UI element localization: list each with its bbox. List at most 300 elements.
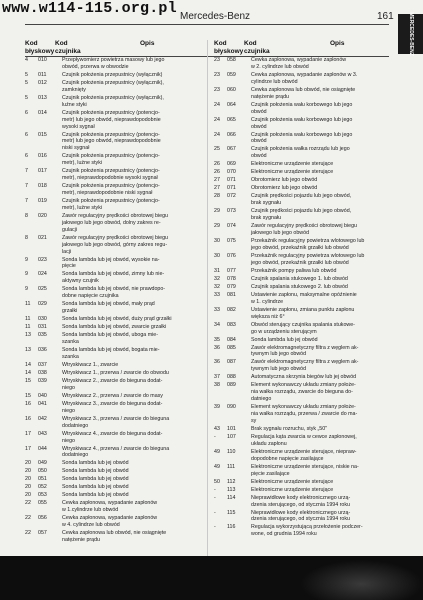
- description-line: Nieprawidłowe kody elektronicznego urzą-: [251, 509, 351, 516]
- code-description: [251, 169, 411, 176]
- flash-code: 14: [25, 369, 31, 376]
- flash-code: 32: [214, 275, 220, 282]
- description-line: Wtryskiwacz 4., zwarcie do bieguna dodat-: [62, 430, 163, 437]
- flash-code: 22: [25, 500, 31, 507]
- sensor-code: 065: [227, 116, 236, 123]
- description-line: Sonda lambda lub jej obwód, wysokie na-: [62, 256, 160, 263]
- description-line: obwód: [251, 153, 267, 160]
- code-description: [251, 322, 411, 336]
- sensor-code: 036: [38, 347, 47, 353]
- description-line: Cewka zapłonowa, wypadanie zapłonów w 3.: [251, 71, 358, 78]
- flash-code: 34: [214, 321, 220, 328]
- description-line: Czujnik położenia przepustnicy (potencjo-: [62, 131, 160, 138]
- side-tab-label: MERCEDES-BENZ: [407, 12, 414, 56]
- description-line: pięcie: [62, 263, 76, 270]
- description-line: dzenia sterującego, od stycznia 1994 roku: [251, 516, 350, 523]
- description-line: Czujnik położenia wału korbowego lub jego: [251, 131, 353, 138]
- code-description: [251, 404, 411, 425]
- flash-code: 23: [214, 57, 220, 63]
- description-line: Obrotomierz lub jego obwód: [251, 177, 318, 184]
- sensor-code: 112: [227, 478, 236, 485]
- sensor-code: 055: [38, 500, 47, 507]
- sensor-code: 070: [227, 169, 236, 176]
- right-header-opis: Opis: [330, 40, 345, 47]
- code-description: [251, 292, 411, 306]
- description-line: Wtryskiwacz 1., zwarcie: [62, 361, 119, 368]
- flash-code: 37: [214, 374, 220, 381]
- code-description: [251, 434, 411, 448]
- description-line: Elektroniczne urządzenie sterujące, niepraw-: [251, 448, 357, 455]
- code-description: [251, 117, 411, 131]
- description-line: Czujnik spalania stukowego 1. lub obwód: [251, 275, 348, 282]
- flash-code: 30: [214, 238, 220, 244]
- code-description: [251, 524, 411, 538]
- sensor-code: 111: [227, 463, 236, 470]
- code-description: [251, 382, 411, 403]
- code-description: [251, 284, 411, 291]
- description-line: Ustawienie zapłonu, maksymalne opóźnienie: [251, 291, 357, 298]
- code-description: [251, 72, 411, 86]
- description-line: natężenie prądu: [251, 93, 289, 100]
- sensor-code: 101: [227, 425, 236, 432]
- code-description: [62, 492, 222, 499]
- sensor-code: 064: [227, 101, 236, 108]
- description-line: Czujnik położenia wału korbowego lub jego: [251, 116, 353, 123]
- flash-code: 26: [214, 161, 220, 168]
- description-line: jego obwód, przekaźnik grzałki lub obwód: [251, 259, 349, 266]
- code-description: [62, 213, 222, 234]
- flash-code: 49: [214, 463, 220, 470]
- sensor-code: 066: [227, 131, 236, 138]
- sensor-code: 075: [227, 238, 236, 244]
- sensor-code: 079: [227, 283, 236, 290]
- code-description: [251, 426, 411, 433]
- description-line: Sonda lambda lub jej obwód, nie prawdopo-: [62, 286, 166, 293]
- sensor-code: 035: [38, 332, 47, 339]
- code-description: [62, 332, 222, 346]
- code-description: [62, 132, 222, 153]
- code-description: [251, 193, 411, 207]
- right-header-kod-blyskowy: Kod błyskowy: [214, 40, 244, 55]
- flash-code: 16: [25, 415, 31, 422]
- description-line: Przekaźnik regulacyjny powietrza wlotowego lub: [251, 252, 365, 259]
- sensor-code: 024: [38, 271, 47, 278]
- description-line: metr), nieprawdopodobnie wysoki sygnał: [62, 175, 158, 182]
- description-line: Elektroniczne urządzenie sterujące: [251, 486, 334, 493]
- description-line: Zawór elektromagnetyczny filtra z węglem ak-: [251, 344, 359, 351]
- description-line: Obwód sterujący czujnika spalania stukowe-: [251, 321, 355, 328]
- sensor-code: 041: [38, 400, 47, 407]
- description-line: dodatniego: [62, 422, 89, 429]
- sensor-code: 059: [227, 71, 236, 78]
- sensor-code: 016: [38, 153, 47, 160]
- sensor-code: 050: [38, 468, 47, 475]
- description-line: Wtryskiwacz 1., przerwa / zwarcie do obwodu: [62, 369, 169, 376]
- code-description: [251, 132, 411, 146]
- description-line: w 2. cylindrze lub obwód: [251, 63, 309, 70]
- code-description: [251, 238, 411, 252]
- description-line: metr), nieprawdopodobnie niski sygnał: [62, 190, 153, 196]
- description-line: brak sygnału: [251, 200, 282, 207]
- code-description: [251, 487, 411, 494]
- code-description: [62, 460, 222, 467]
- description-line: Czujnik położenia przepustnicy (potencjo-: [62, 183, 160, 190]
- description-line: Obrotomierz lub jego obwód: [251, 185, 318, 192]
- description-line: jego obwód, przekaźnik grzałki lub obwód: [251, 244, 349, 251]
- description-line: Cewka zapłonowa, wypadanie zapłonów: [62, 515, 158, 522]
- code-description: [251, 161, 411, 168]
- flash-code: 20: [25, 468, 31, 475]
- code-description: [62, 271, 222, 285]
- code-description: [62, 183, 222, 197]
- sensor-code: 072: [227, 193, 236, 200]
- code-description: [62, 393, 222, 400]
- description-line: Sonda lambda lub jej obwód: [62, 492, 129, 499]
- flash-code: 29: [214, 223, 220, 230]
- flash-code: 14: [25, 361, 31, 368]
- page-number: 161: [377, 11, 394, 22]
- code-description: [62, 362, 222, 369]
- description-line: luźne styki: [62, 101, 87, 108]
- sensor-code: 040: [38, 392, 47, 399]
- flash-code: 24: [214, 131, 220, 138]
- flash-code: 6: [25, 153, 28, 160]
- description-line: Elektroniczne urządzenie sterujące: [251, 478, 334, 485]
- description-line: Wtryskiwacz 4., przerwa / zwarcie do bieguna: [62, 445, 170, 452]
- flash-code: 36: [214, 359, 220, 366]
- flash-code: 7: [25, 198, 28, 204]
- description-line: niego: [62, 437, 75, 444]
- description-line: Sonda lambda lub jej obwód, zimny lub nie-: [62, 271, 165, 278]
- code-description: [251, 102, 411, 116]
- description-line: w 1.cylindrze lub obwód: [62, 507, 119, 514]
- code-description: [62, 198, 222, 212]
- sensor-code: 069: [227, 161, 236, 168]
- code-description: [62, 401, 222, 415]
- description-line: Sonda lambda lub jej obwód: [251, 336, 318, 343]
- description-line: Czujnik położenia przepustnicy (potencjo-: [62, 153, 160, 160]
- description-line: Wtryskiwacz 3., zwarcie do bieguna dodat-: [62, 400, 163, 407]
- left-header-kod-blyskowy: Kod błyskowy: [25, 40, 55, 55]
- description-line: Czujnik położenia przepustnicy (potencjo-: [62, 168, 160, 175]
- sensor-code: 114: [227, 494, 236, 501]
- description-line: Przekaźnik pompy paliwa lub obwód: [251, 267, 337, 274]
- sensor-code: 038: [38, 369, 47, 376]
- sensor-code: 113: [227, 486, 236, 493]
- code-description: [62, 500, 222, 514]
- description-line: natężenie prądu: [62, 537, 100, 544]
- sensor-code: 082: [227, 306, 236, 313]
- flash-code: 31: [214, 267, 220, 274]
- left-header-kod-czujnika: Kod czujnika: [55, 40, 81, 55]
- code-description: [251, 464, 411, 478]
- description-line: jałowego lub jego obwód: [251, 230, 310, 236]
- sensor-code: 060: [227, 86, 236, 93]
- sensor-code: 031: [38, 324, 47, 331]
- sensor-code: 023: [38, 256, 47, 263]
- flash-code: 16: [25, 400, 31, 407]
- description-line: Czujnik prędkości pojazdu lub jego obwód,: [251, 193, 352, 200]
- flash-code: 22: [25, 530, 31, 537]
- description-line: niego: [62, 407, 75, 414]
- flash-code: 33: [214, 306, 220, 313]
- sensor-code: 077: [227, 267, 236, 274]
- sensor-code: 089: [227, 382, 236, 389]
- code-description: [62, 235, 222, 256]
- sensor-code: 015: [38, 131, 47, 138]
- description-line: cylindrze lub obwód: [251, 78, 298, 85]
- flash-code: 5: [25, 79, 28, 86]
- code-description: [62, 257, 222, 271]
- code-description: [62, 80, 222, 94]
- description-line: Sonda lambda lub jej obwód, duży prąd grzałki: [62, 316, 172, 323]
- sensor-code: 071: [227, 177, 236, 184]
- flash-code: 33: [214, 291, 220, 298]
- sensor-code: 115: [227, 509, 236, 516]
- code-description: [62, 301, 222, 315]
- sensor-code: 020: [38, 212, 47, 219]
- flash-code: 9: [25, 256, 28, 263]
- description-line: układu zapłonu: [251, 440, 287, 447]
- left-header-opis: Opis: [140, 40, 155, 47]
- flash-code: 20: [25, 484, 31, 491]
- right-header-kod-czujnika: Kod czujnika: [244, 40, 270, 55]
- sensor-code: 090: [227, 404, 236, 411]
- sensor-code: 110: [227, 448, 236, 455]
- description-line: lacji: [62, 248, 72, 255]
- flash-code: 39: [214, 404, 220, 411]
- code-description: [62, 168, 222, 182]
- description-line: Nieprawidłowe kody elektronicznego urzą-: [251, 494, 351, 501]
- description-line: zamknięty: [62, 86, 86, 93]
- sensor-code: 030: [38, 316, 47, 323]
- flash-code: 5: [25, 94, 28, 101]
- flash-code: -: [214, 433, 216, 440]
- sensor-code: 074: [227, 223, 236, 230]
- flash-code: 8: [25, 234, 28, 241]
- flash-code: 7: [25, 183, 28, 190]
- description-line: obwód: [251, 123, 267, 130]
- description-line: tywnym lub jego obwód: [251, 366, 307, 373]
- code-description: [251, 253, 411, 267]
- flash-code: 22: [25, 515, 31, 522]
- description-line: aktywny czujnik: [62, 278, 99, 285]
- sensor-code: 116: [227, 524, 236, 531]
- description-line: nia wałka rozrządu, przerwa / zwarcie do ma-: [251, 411, 358, 417]
- flash-code: 11: [25, 324, 31, 331]
- description-line: nia wałka rozrządu, zwarcie do bieguna do-: [251, 389, 353, 396]
- description-line: datniego: [251, 396, 272, 403]
- description-line: Przepływomierz powietrza masowy lub jego: [62, 57, 165, 63]
- description-line: tywnym lub jego obwód: [251, 351, 307, 358]
- code-description: [251, 345, 411, 359]
- flash-code: 15: [25, 377, 31, 384]
- description-line: dzenia sterującego, od stycznia 1994 roku: [251, 501, 350, 508]
- sensor-code: 052: [38, 484, 47, 491]
- description-line: Czujnik położenia przepustnicy (potencjo-: [62, 198, 160, 204]
- description-line: Wtryskiwacz 2., zwarcie do bieguna dodat-: [62, 377, 163, 384]
- code-description: [62, 110, 222, 131]
- description-line: Przekaźnik regulacyjny powietrza wlotowego lub: [251, 238, 365, 244]
- sensor-code: 037: [38, 361, 47, 368]
- code-description: [62, 416, 222, 430]
- flash-code: 20: [25, 476, 31, 483]
- description-line: Wtryskiwacz 3., przerwa / zwarcie do bieguna: [62, 415, 170, 422]
- flash-code: 32: [214, 283, 220, 290]
- sensor-code: 018: [38, 183, 47, 190]
- description-line: gulacji: [62, 226, 78, 233]
- description-line: szanka: [62, 353, 79, 360]
- code-description: [251, 495, 411, 509]
- sensor-code: 011: [38, 71, 47, 78]
- description-line: Sonda lambda lub jej obwód: [62, 460, 129, 467]
- code-description: [251, 223, 411, 237]
- flash-code: 20: [25, 460, 31, 467]
- code-description: [62, 316, 222, 323]
- description-line: pięcie zasilające: [251, 470, 290, 477]
- sensor-code: 014: [38, 109, 47, 116]
- description-line: Cewka zapłonowa lub obwód, nie osiągnięte: [251, 86, 356, 93]
- description-line: dodatniego: [62, 452, 89, 459]
- flash-code: 50: [214, 478, 220, 485]
- description-line: go w urządzeniu sterującym: [251, 328, 317, 335]
- description-line: Sonda lambda lub jej obwód, mały prąd: [62, 301, 155, 308]
- flash-code: 26: [214, 169, 220, 176]
- flash-code: 28: [214, 193, 220, 200]
- code-description: [251, 268, 411, 275]
- flash-code: 35: [214, 336, 220, 343]
- description-line: Elektroniczne urządzenie sterujące, niskie na-: [251, 463, 359, 470]
- code-description: [62, 283, 222, 300]
- sensor-code: 043: [38, 430, 47, 437]
- sensor-code: 081: [227, 291, 236, 298]
- description-line: dopodobne napięcie zasilające: [251, 455, 324, 462]
- description-line: Sonda lambda lub jej obwód: [62, 468, 129, 475]
- sensor-code: 025: [38, 286, 47, 293]
- flash-code: 24: [214, 116, 220, 123]
- flash-code: -: [214, 494, 216, 501]
- description-line: Regulacja kąta zwarcia w cewce zapłonowej,: [251, 433, 357, 440]
- description-line: Cewka zapłonowa, wypadanie zapłonów: [62, 500, 158, 507]
- code-description: [62, 378, 222, 392]
- flash-code: 17: [25, 445, 31, 452]
- description-line: Automatyczna skrzynia biegów lub jej obwód: [251, 374, 357, 381]
- flash-code: 36: [214, 344, 220, 351]
- sensor-code: 042: [38, 415, 47, 422]
- code-description: [251, 208, 411, 222]
- description-line: sy: [251, 417, 257, 424]
- description-line: Ustawienie zapłonu, zmiana punktu zapłonu: [251, 306, 355, 313]
- sensor-code: 012: [38, 79, 47, 86]
- sensor-code: 021: [38, 234, 47, 241]
- sensor-code: 088: [227, 374, 236, 381]
- description-line: Wtryskiwacz 2., przerwa / zwarcie do masy: [62, 392, 163, 399]
- code-description: [62, 446, 222, 460]
- flash-code: 15: [25, 392, 31, 399]
- code-description: [62, 468, 222, 475]
- sensor-code: 056: [38, 515, 47, 522]
- description-line: wone, od grudnia 1994 roku: [251, 531, 317, 538]
- code-description: [62, 321, 222, 331]
- sensor-code: 087: [227, 359, 236, 366]
- description-line: większa niż 6°: [251, 313, 285, 320]
- flash-code: 9: [25, 271, 28, 278]
- description-line: metr) lub jego obwód, nieprawdopodobnie: [62, 138, 161, 145]
- header-rule: [25, 24, 389, 25]
- sensor-code: 013: [38, 94, 47, 101]
- flash-code: 11: [25, 301, 31, 308]
- sensor-code: 107: [227, 433, 236, 440]
- description-line: Czujnik położenia wałka rozrządu lub jego: [251, 146, 350, 153]
- watermark-url: www.w114-115.org.pl: [2, 0, 177, 17]
- description-line: Elektroniczne urządzenie sterujące: [251, 169, 334, 176]
- description-line: Zawór regulacyjny prędkości obrotowej biegu: [62, 234, 168, 241]
- flash-code: 8: [25, 212, 28, 219]
- sensor-code: 071: [227, 185, 236, 192]
- code-description: [251, 146, 411, 160]
- description-line: Sonda lambda lub jej obwód: [62, 476, 129, 483]
- flash-code: 7: [25, 168, 28, 175]
- code-description: [62, 153, 222, 167]
- description-line: Sonda lambda lub jej obwód, zwarcie grzałki: [62, 324, 167, 331]
- flash-code: 13: [25, 347, 31, 353]
- sensor-code: 053: [38, 492, 47, 499]
- code-description: [62, 476, 222, 483]
- code-description: [251, 510, 411, 524]
- flash-code: 30: [214, 252, 220, 259]
- sensor-code: 044: [38, 445, 47, 452]
- sensor-code: 049: [38, 460, 47, 467]
- code-description: [251, 87, 411, 101]
- flash-code: -: [214, 509, 216, 516]
- code-description: [62, 530, 222, 544]
- description-line: obwód: [251, 138, 267, 145]
- flash-code: 4: [25, 57, 28, 63]
- flash-code: 6: [25, 131, 28, 138]
- description-line: Sonda lambda lub jej obwód, uboga mie-: [62, 332, 158, 339]
- sensor-code: 029: [38, 301, 47, 308]
- description-line: jałowego lub jego obwód, dolny zakres re-: [62, 219, 161, 226]
- description-line: Sonda lambda lub jej obwód: [62, 484, 129, 491]
- code-description: [251, 449, 411, 463]
- description-line: Elektroniczne urządzenie sterujące: [251, 161, 334, 168]
- flash-code: 24: [214, 101, 220, 108]
- description-line: w 1. cylindrze: [251, 298, 284, 305]
- flash-code: 13: [25, 332, 31, 339]
- flash-code: 49: [214, 448, 220, 455]
- description-line: metr), luźne styki: [62, 160, 103, 167]
- description-line: Element wykonawczy układu zmiany położe-: [251, 382, 356, 389]
- code-description: [62, 57, 222, 71]
- code-description: [62, 370, 222, 377]
- description-line: obwód, przerwa w obwodzie: [62, 63, 129, 70]
- code-description: [251, 177, 411, 184]
- flash-code: 11: [25, 316, 31, 323]
- flash-code: 9: [25, 286, 28, 293]
- code-description: [251, 185, 411, 192]
- description-line: Brak sygnału rozruchu, styk „50": [251, 425, 328, 432]
- description-line: Cewka zapłonowa lub obwód, nie osiągnięte: [62, 530, 167, 537]
- brand-title: Mercedes-Benz: [180, 11, 251, 22]
- description-line: niski sygnał: [62, 145, 90, 152]
- description-line: Czujnik położenia przepustnicy (potencjo-: [62, 109, 160, 116]
- description-line: w 4. cylindrze lub obwód: [62, 522, 120, 529]
- description-line: jałowego lub jego obwód, górny zakres regu-: [62, 241, 168, 248]
- flash-code: -: [214, 524, 216, 531]
- description-line: Sonda lambda lub jej obwód, bogata mie-: [62, 347, 160, 353]
- sensor-code: 057: [38, 530, 47, 537]
- sensor-code: 058: [227, 57, 236, 63]
